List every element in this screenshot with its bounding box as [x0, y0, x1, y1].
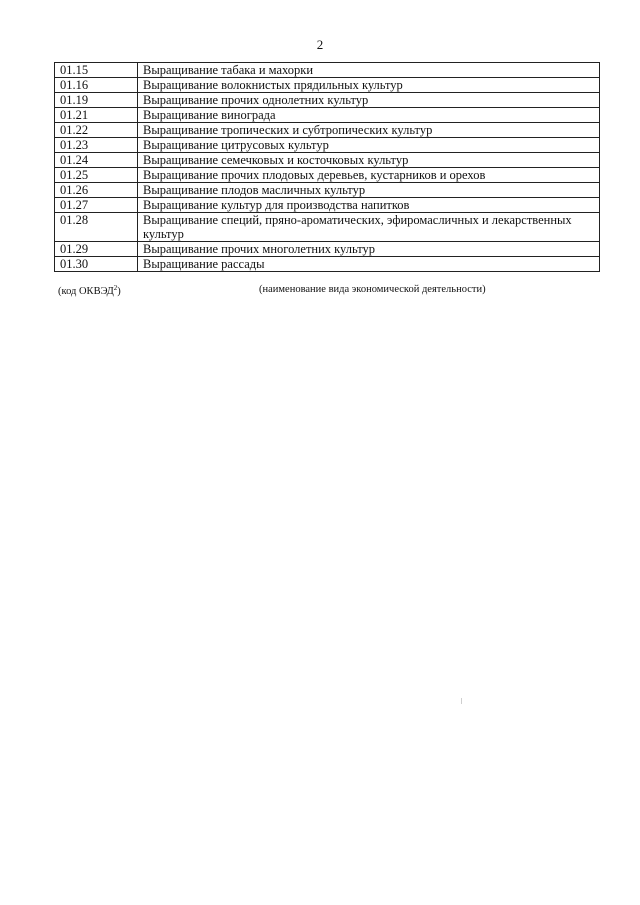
okved-code-cell: 01.23 — [55, 138, 138, 153]
table-row — [55, 257, 600, 272]
okved-code-cell: 01.25 — [55, 168, 138, 183]
okved-code-cell: 01.27 — [55, 198, 138, 213]
table-row — [55, 63, 600, 78]
okved-code-cell: 01.15 — [55, 63, 138, 78]
table-row — [55, 108, 600, 123]
table-row — [55, 168, 600, 183]
scan-speck — [461, 698, 462, 704]
activity-name-cell: Выращивание винограда — [138, 108, 600, 123]
activity-name-cell: Выращивание волокнистых прядильных культур — [138, 78, 600, 93]
activity-name-cell: Выращивание цитрусовых культур — [138, 138, 600, 153]
okved-code-cell: 01.29 — [55, 242, 138, 257]
footnote-marker: 2 — [113, 284, 118, 292]
okved-table-body — [55, 63, 600, 272]
table-row — [55, 78, 600, 93]
table-row — [55, 123, 600, 138]
table-row — [55, 183, 600, 198]
okved-code-cell: 01.16 — [55, 78, 138, 93]
activity-name-cell: Выращивание табака и махорки — [138, 63, 600, 78]
table-row — [55, 213, 600, 242]
activity-name-cell: Выращивание культур для производства напитков — [138, 198, 600, 213]
activity-name-cell: Выращивание рассады — [138, 257, 600, 272]
activity-name-cell: Выращивание плодов масличных культур — [138, 183, 600, 198]
okved-code-cell: 01.26 — [55, 183, 138, 198]
okved-code-caption-label: (код ОКВЭД — [58, 286, 114, 297]
page-number: 2 — [316, 37, 324, 52]
table-row — [55, 93, 600, 108]
okved-code-cell: 01.19 — [55, 93, 138, 108]
okved-code-cell: 01.30 — [55, 257, 138, 272]
okved-code-cell: 01.22 — [55, 123, 138, 138]
table-row — [55, 242, 600, 257]
okved-code-cell: 01.28 — [55, 213, 138, 242]
okved-code-caption — [58, 284, 121, 297]
table-row — [55, 153, 600, 168]
okved-table — [54, 62, 600, 272]
table-row — [55, 198, 600, 213]
okved-code-caption-close: ) — [117, 286, 121, 297]
table-row — [55, 138, 600, 153]
activity-name-cell: Выращивание прочих однолетних культур — [138, 93, 600, 108]
okved-code-cell: 01.24 — [55, 153, 138, 168]
activity-name-cell: Выращивание специй, пряно-ароматических, эфиромасличных и лекарственных культур — [138, 213, 600, 242]
okved-code-cell: 01.21 — [55, 108, 138, 123]
activity-name-caption: (наименование вида экономической деятельности) — [259, 284, 486, 295]
activity-name-cell: Выращивание прочих многолетних культур — [138, 242, 600, 257]
activity-name-cell: Выращивание прочих плодовых деревьев, кустарников и орехов — [138, 168, 600, 183]
activity-name-cell: Выращивание тропических и субтропических культур — [138, 123, 600, 138]
activity-name-cell: Выращивание семечковых и косточковых культур — [138, 153, 600, 168]
